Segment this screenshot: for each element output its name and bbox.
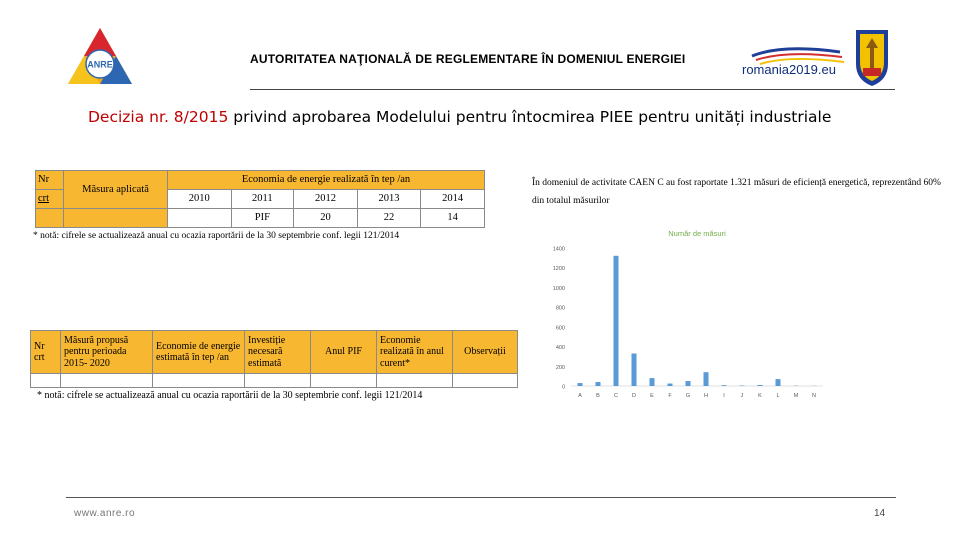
bar-E <box>649 378 654 386</box>
table1-year: 2014 <box>421 190 485 209</box>
x-tick-label: M <box>793 393 799 399</box>
footer-website[interactable]: www.anre.ro <box>74 508 136 519</box>
table2-header: Observații <box>453 331 518 374</box>
chart-title: Număr de măsuri <box>668 229 726 238</box>
table2-cell <box>311 374 377 388</box>
table1-year: 2011 <box>231 190 294 209</box>
table1-header-masura: Măsura aplicată <box>64 171 168 209</box>
table2-cell <box>377 374 453 388</box>
footer-divider <box>66 497 896 498</box>
header-divider <box>250 89 895 90</box>
y-tick-label: 1000 <box>552 285 565 292</box>
table2-cell <box>245 374 311 388</box>
x-tick-label: J <box>740 393 744 399</box>
table2-header: Anul PIF <box>311 331 377 374</box>
bar-I <box>721 385 726 386</box>
bar-D <box>631 353 636 386</box>
y-tick-label: 400 <box>555 345 565 352</box>
table1-cell <box>168 209 232 228</box>
energy-savings-table <box>35 170 485 228</box>
x-tick-label: A <box>578 393 582 399</box>
y-tick-label: 600 <box>555 325 565 332</box>
table1-cell <box>64 209 168 228</box>
table1-header-economia: Economia de energie realizată în tep /an <box>168 171 485 190</box>
y-tick-label: 0 <box>561 384 565 391</box>
table2-header: Investiție necesară estimată <box>245 331 311 374</box>
decision-title <box>88 108 831 126</box>
x-tick-label: F <box>668 393 672 399</box>
table1-year: 2013 <box>357 190 421 209</box>
y-tick-label: 200 <box>555 364 565 371</box>
x-tick-label: C <box>614 393 618 399</box>
table1-row-label: PIF <box>231 209 294 228</box>
bar-K <box>757 385 762 386</box>
proposed-measures-table <box>30 330 518 388</box>
decision-description: privind aprobarea Modelului pentru întocmirea PIEE pentru unități industriale <box>228 108 832 126</box>
table1-header-nr: Nr <box>36 171 64 190</box>
x-tick-label: K <box>758 393 762 399</box>
x-tick-label: E <box>650 393 654 399</box>
x-tick-label: B <box>596 393 600 399</box>
table1-year: 2012 <box>294 190 358 209</box>
table1-header-crt: crt <box>36 190 64 209</box>
table2-header: Măsură propusă pentru perioada 2015- 2020 <box>61 331 153 374</box>
bar-C <box>613 256 618 386</box>
table1-value: 14 <box>421 209 485 228</box>
measures-chart <box>541 218 831 406</box>
bar-A <box>577 383 582 386</box>
page-header-title: AUTORITATEA NAŢIONALĂ DE REGLEMENTARE ÎN DOMENIUL ENERGIEI <box>250 52 686 66</box>
table2-cell <box>31 374 61 388</box>
anre-logo-text: ANRE <box>87 59 113 70</box>
table2-header: Economie de energie estimată în tep /an <box>153 331 245 374</box>
page-number: 14 <box>874 508 886 519</box>
table1-value: 20 <box>294 209 358 228</box>
x-tick-label: I <box>723 393 725 399</box>
anre-logo <box>66 26 134 86</box>
y-tick-label: 1400 <box>552 246 565 253</box>
decision-code: Decizia nr. 8/2015 <box>88 108 229 126</box>
table2-header: Nr crt <box>31 331 61 374</box>
table2-cell <box>61 374 153 388</box>
bar-H <box>703 372 708 386</box>
bar-B <box>595 382 600 386</box>
romania2019-logo-text: romania2019.eu <box>742 62 836 77</box>
table2-cell <box>153 374 245 388</box>
table2-header: Economie realizată în anul curent* <box>377 331 453 374</box>
x-tick-label: G <box>685 393 691 399</box>
table1-note: * notă: cifrele se actualizează anual cu ocazia raportării de la 30 septembrie conf. legii 121/2014 <box>33 231 400 241</box>
y-tick-label: 800 <box>555 305 565 312</box>
table1-year: 2010 <box>168 190 232 209</box>
bar-G <box>685 381 690 386</box>
caen-c-summary: În domeniul de activitate CAEN C au fost raportate 1.321 măsuri de eficiență energetică, reprezentând 60% din totalul măsurilor <box>532 178 941 207</box>
coat-of-arms-icon <box>850 24 894 88</box>
table2-cell <box>453 374 518 388</box>
table1-value: 22 <box>357 209 421 228</box>
x-tick-label: N <box>812 393 816 399</box>
y-tick-label: 1200 <box>552 266 565 273</box>
bar-L <box>775 379 780 386</box>
bar-F <box>667 384 672 386</box>
x-tick-label: H <box>704 393 708 399</box>
measures-chart-svg <box>541 218 831 406</box>
table2-note: * notă: cifrele se actualizează anual cu ocazia raportării de la 30 septembrie conf. legii 121/2014 <box>37 390 423 401</box>
table1-cell <box>36 209 64 228</box>
x-tick-label: D <box>632 393 636 399</box>
x-tick-label: L <box>776 393 780 399</box>
